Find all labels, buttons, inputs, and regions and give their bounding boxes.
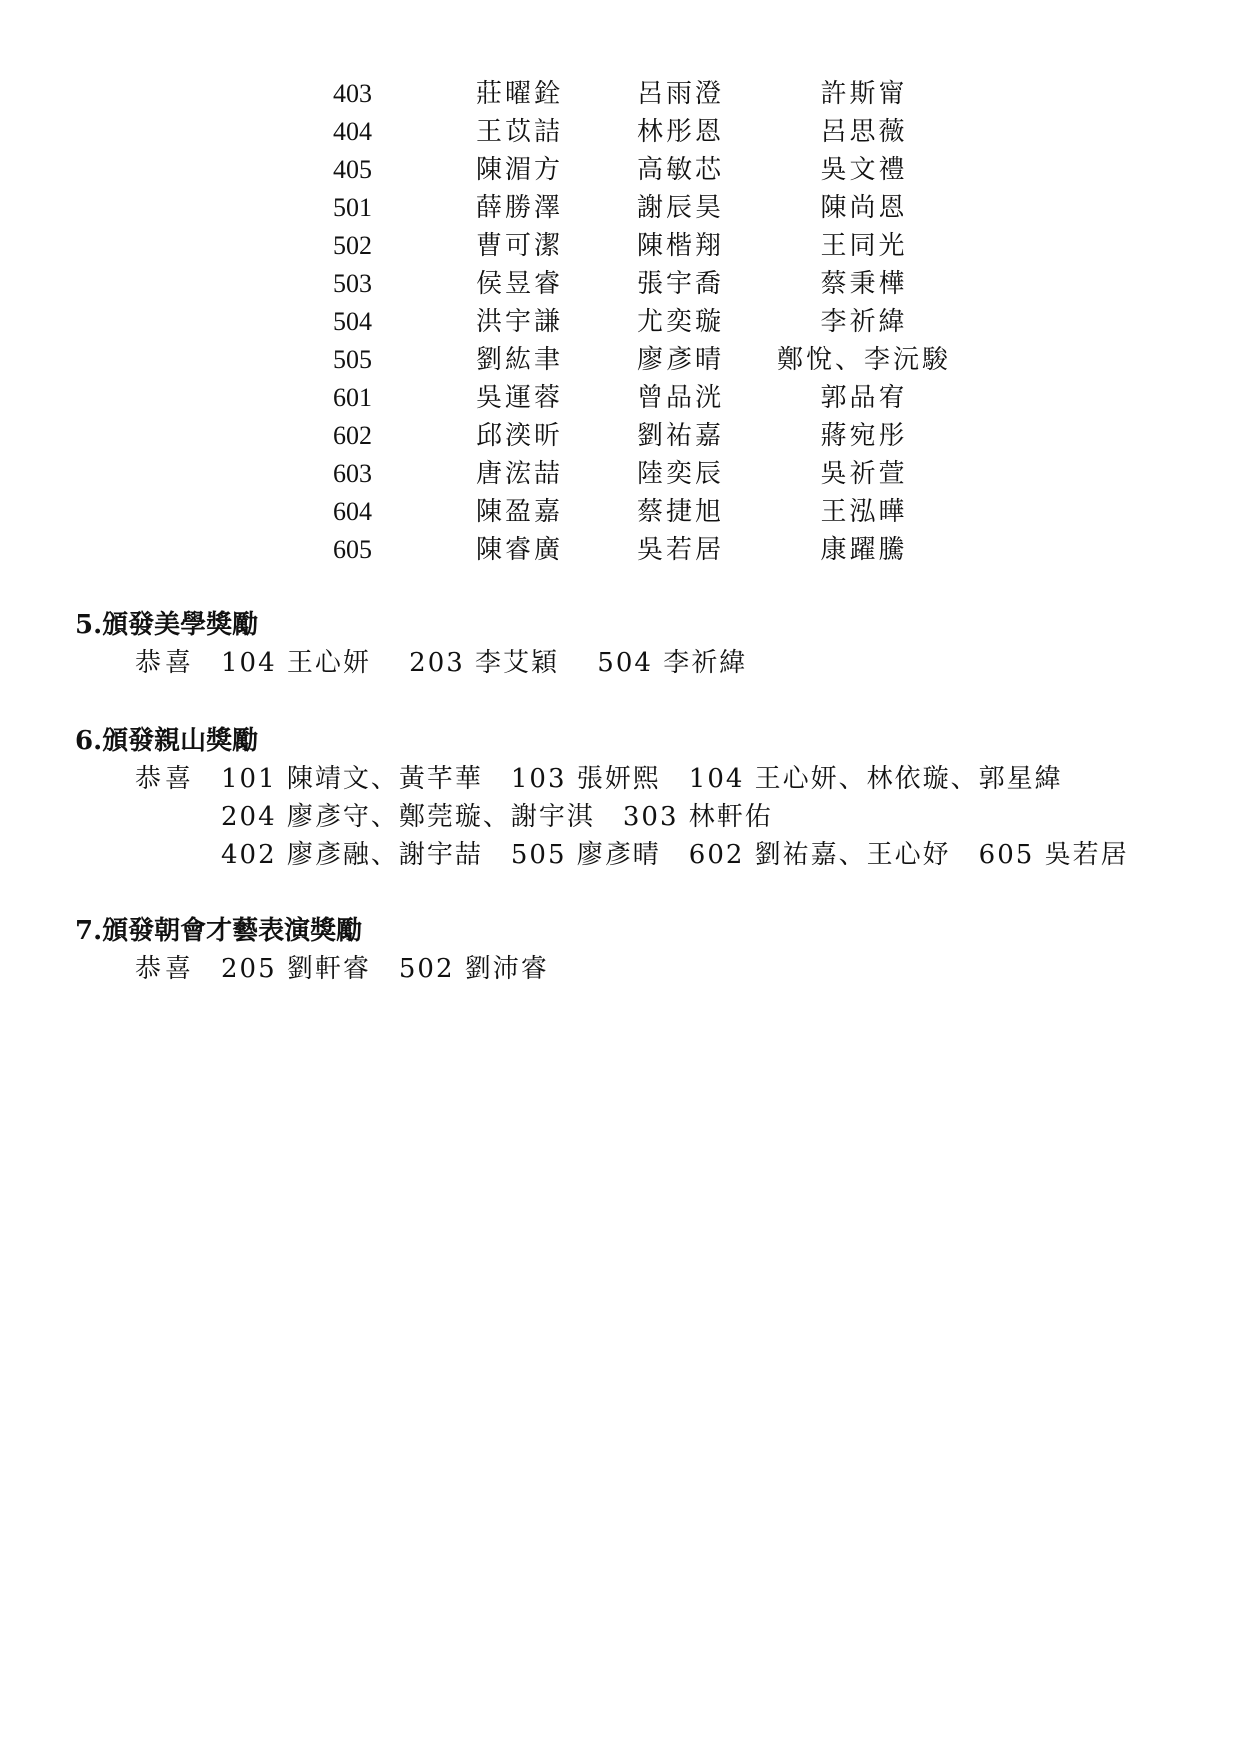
student-name-2: 林彤恩 [637, 117, 725, 147]
roster-row-403 [0, 75, 1241, 113]
student-name-1: 邱湙昕 [476, 421, 564, 451]
student-name-1: 王苡詰 [476, 117, 564, 147]
class-number: 505 [333, 345, 372, 374]
student-name-1: 吳運蓉 [476, 383, 564, 413]
student-name-3: 康躍騰 [820, 535, 908, 565]
student-name-3: 王泓曄 [820, 497, 908, 527]
student-name-2: 曾品洸 [637, 383, 725, 413]
roster-row-605 [0, 531, 1241, 569]
student-name-2: 吳若居 [637, 535, 725, 565]
student-name-3: 蔡秉樺 [820, 269, 908, 299]
section-heading: 6.頒發親山獎勵 [75, 726, 259, 756]
student-name-3: 鄭悅、李沅駿 [776, 345, 952, 375]
award-recipients: 205 劉軒睿 502 劉沛睿 [221, 954, 549, 984]
student-name-3: 王同光 [820, 231, 908, 261]
student-name-2: 尤奕璇 [637, 307, 725, 337]
student-name-1: 劉紘聿 [476, 345, 564, 375]
award-roster-table [0, 75, 1241, 569]
student-name-2: 廖彥晴 [637, 345, 725, 375]
class-number: 501 [333, 193, 372, 222]
class-number: 504 [333, 307, 372, 336]
award-line [75, 644, 1175, 682]
class-number: 403 [333, 79, 372, 108]
award-recipients: 104 王心妍 203 李艾穎 504 李祈緯 [221, 648, 748, 678]
student-name-2: 謝辰昊 [637, 193, 725, 223]
student-name-2: 陳楷翔 [637, 231, 725, 261]
class-number: 405 [333, 155, 372, 184]
award-recipients: 101 陳靖文、黃芊華 103 張妍熙 104 王心妍、林依璇、郭星緯 [221, 764, 1063, 794]
roster-row-604 [0, 493, 1241, 531]
student-name-2: 陸奕辰 [637, 459, 725, 489]
qinshan-award-section [75, 722, 1175, 874]
talent-award-section [75, 912, 1175, 988]
student-name-1: 曹可潔 [476, 231, 564, 261]
student-name-2: 張宇喬 [637, 269, 725, 299]
student-name-2: 呂雨澄 [637, 79, 725, 109]
student-name-3: 陳尚恩 [820, 193, 908, 223]
student-name-2: 蔡捷旭 [637, 497, 725, 527]
class-number: 404 [333, 117, 372, 146]
roster-row-501 [0, 189, 1241, 227]
student-name-1: 洪宇謙 [476, 307, 564, 337]
congrats-label: 恭喜 [135, 954, 196, 984]
roster-row-502 [0, 227, 1241, 265]
roster-row-602 [0, 417, 1241, 455]
student-name-3: 吳祈萱 [820, 459, 908, 489]
class-number: 605 [333, 535, 372, 564]
section-heading: 5.頒發美學獎勵 [75, 610, 259, 640]
student-name-3: 蔣宛彤 [820, 421, 908, 451]
roster-row-504 [0, 303, 1241, 341]
student-name-1: 莊曜銓 [476, 79, 564, 109]
student-name-1: 陳湄方 [476, 155, 564, 185]
student-name-1: 薛勝澤 [476, 193, 564, 223]
class-number: 502 [333, 231, 372, 260]
student-name-1: 陳盈嘉 [476, 497, 564, 527]
section-heading: 7.頒發朝會才藝表演獎勵 [75, 916, 363, 946]
award-line [75, 950, 1175, 988]
roster-row-505 [0, 341, 1241, 379]
student-name-1: 侯昱睿 [476, 269, 564, 299]
award-recipients-continued: 402 廖彥融、謝宇喆 505 廖彥晴 602 劉祐嘉、王心妤 605 吳若居 [221, 840, 1129, 870]
student-name-3: 呂思薇 [820, 117, 908, 147]
roster-row-404 [0, 113, 1241, 151]
roster-row-503 [0, 265, 1241, 303]
student-name-3: 吳文禮 [820, 155, 908, 185]
student-name-2: 高敏芯 [637, 155, 725, 185]
student-name-3: 李祈緯 [820, 307, 908, 337]
class-number: 603 [333, 459, 372, 488]
class-number: 602 [333, 421, 372, 450]
congrats-label: 恭喜 [135, 648, 196, 678]
class-number: 601 [333, 383, 372, 412]
roster-row-405 [0, 151, 1241, 189]
student-name-2: 劉祐嘉 [637, 421, 725, 451]
roster-row-601 [0, 379, 1241, 417]
award-recipients-continued: 204 廖彥守、鄭莞璇、謝宇淇 303 林軒佑 [221, 802, 773, 832]
class-number: 604 [333, 497, 372, 526]
award-line [75, 760, 1175, 798]
congrats-label: 恭喜 [135, 764, 196, 794]
student-name-3: 許斯甯 [820, 79, 908, 109]
aesthetics-award-section [75, 606, 1175, 682]
student-name-3: 郭品宥 [820, 383, 908, 413]
student-name-1: 唐浤喆 [476, 459, 564, 489]
class-number: 503 [333, 269, 372, 298]
student-name-1: 陳睿廣 [476, 535, 564, 565]
roster-row-603 [0, 455, 1241, 493]
